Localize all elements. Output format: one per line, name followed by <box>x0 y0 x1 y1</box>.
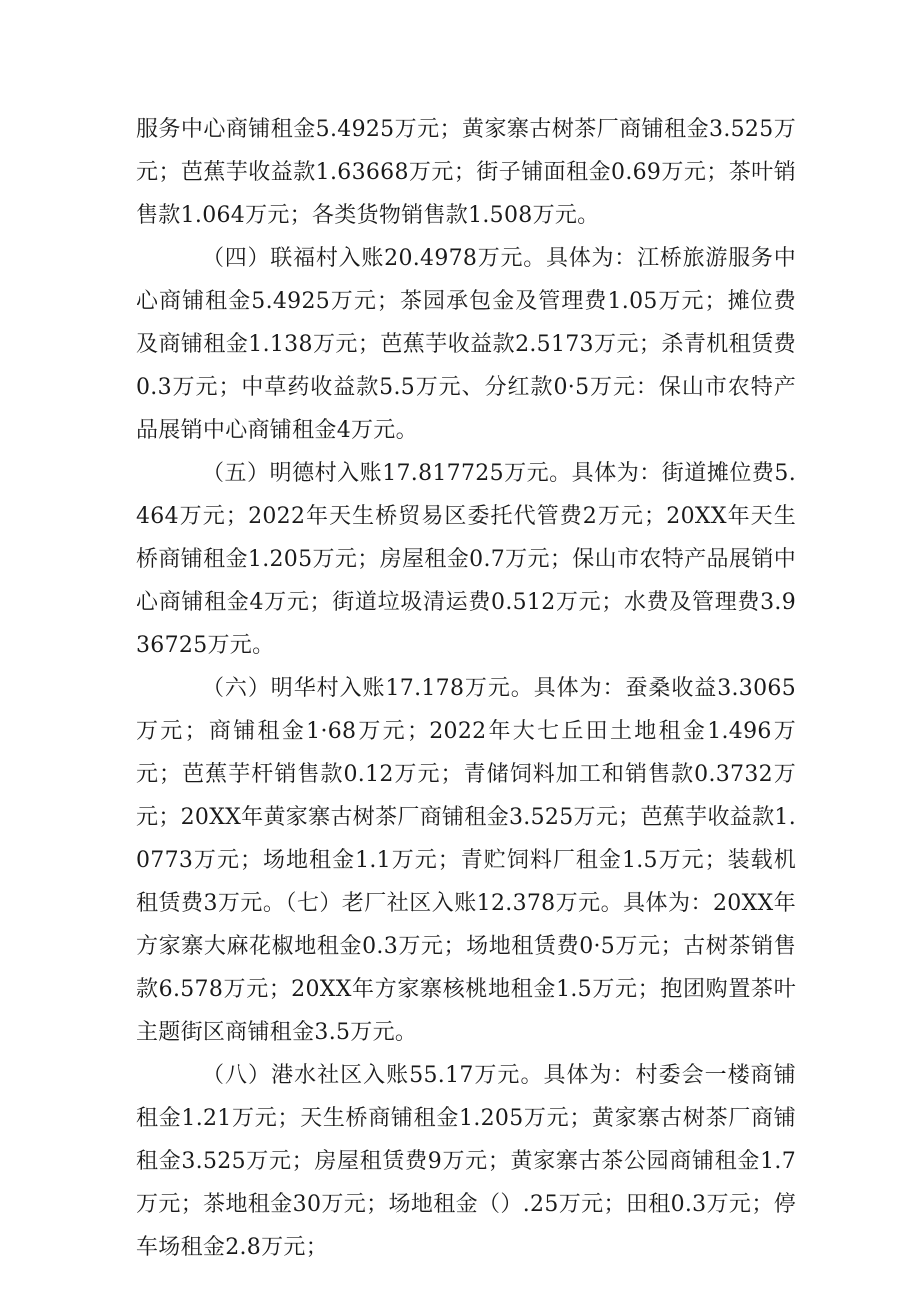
paragraph-continuation: 服务中心商铺租金5.4925万元；黄家寨古树茶厂商铺租金3.525万元；芭蕉芋收益款1.63668万元；街子铺面租金0.69万元；茶叶销售款1.064万元；各类货物销售款1.508万元。 <box>136 117 796 228</box>
paragraph-gangshui-community: （八）港水社区入账55.17万元。具体为：村委会一楼商铺租金1.21万元；天生桥商铺租金1.205万元；黄家寨古树茶厂商铺租金3.525万元；房屋租赁费9万元；黄家寨古茶公园商铺租金1.7万元；茶地租金30万元；场地租金（）.25万元；田租0.3万元；停车场租金2.8万元； <box>136 1063 796 1260</box>
paragraph-mingde-village: （五）明德村入账17.817725万元。具体为：街道摊位费5.464万元；2022年天生桥贸易区委托代管费2万元；20XX年天生桥商铺租金1.205万元；房屋租金0.7万元；保山市农特产品展销中心商铺租金4万元；街道垃圾清运费0.512万元；水费及管理费3.936725万元。 <box>136 461 796 658</box>
paragraph-lianfu-village: （四）联福村入账20.4978万元。具体为：江桥旅游服务中心商铺租金5.4925万元；茶园承包金及管理费1.05万元；摊位费及商铺租金1.138万元；芭蕉芋收益款2.5173万元；杀青机租赁费0.3万元；中草药收益款5.5万元、分红款0·5万元：保山市农特产品展销中心商铺租金4万元。 <box>136 246 796 443</box>
document-body <box>136 108 796 1269</box>
paragraph-minghua-village: （六）明华村入账17.178万元。具体为：蚕桑收益3.3065万元；商铺租金1·68万元；2022年大七丘田土地租金1.496万元；芭蕉芋杆销售款0.12万元；青储饲料加工和销售款0.3732万元；20XX年黄家寨古树茶厂商铺租金3.525万元；芭蕉芋收益款1.0773万元；场地租金1.1万元；青贮饲料厂租金1.5万元；装载机租赁费3万元。（七）老厂社区入账12.378万元。具体为：20XX年方家寨大麻花椒地租金0.3万元；场地租赁费0·5万元；古树茶销售款6.578万元；20XX年方家寨核桃地租金1.5万元；抱团购置茶叶主题街区商铺租金3.5万元。 <box>136 676 796 1045</box>
